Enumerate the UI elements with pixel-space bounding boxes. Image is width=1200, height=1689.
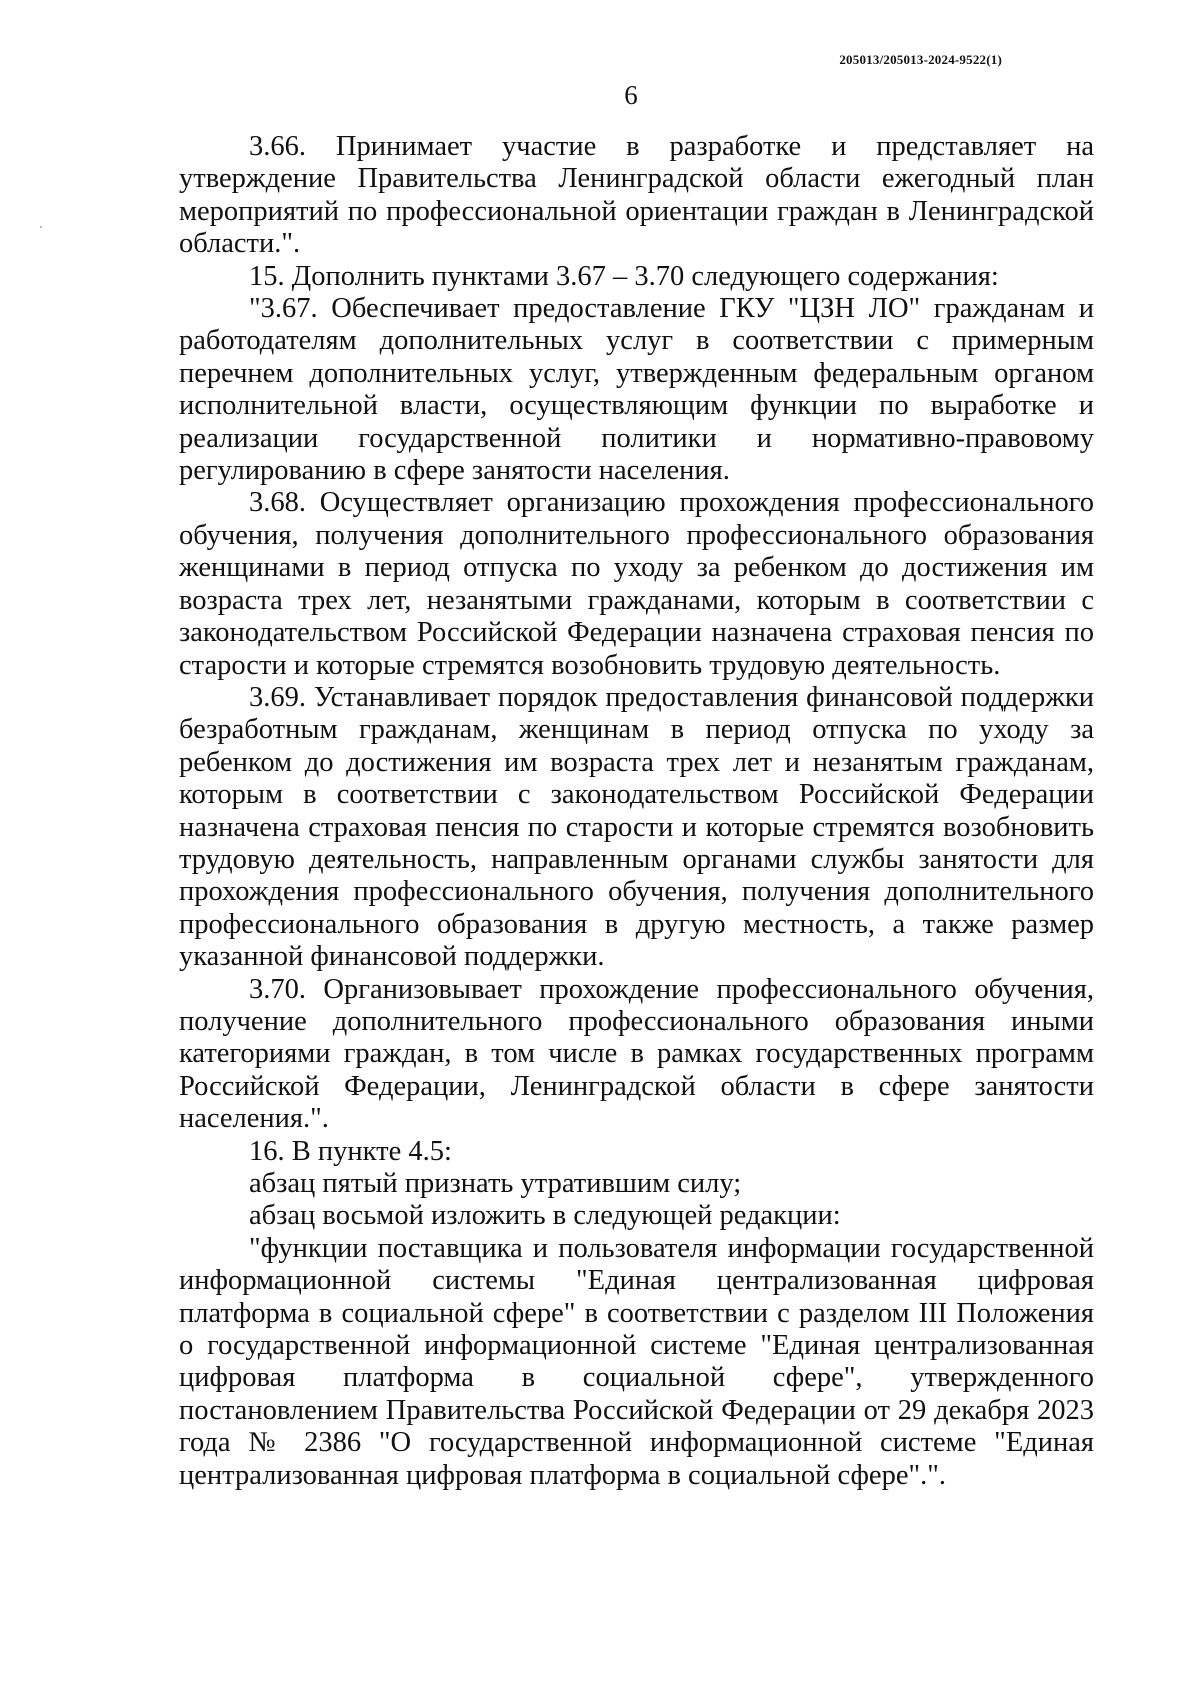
paragraph-item-15: 15. Дополнить пунктами 3.67 – 3.70 следующего содержания: [249, 260, 999, 292]
paragraph-abzac-5: абзац пятый признать утратившим силу; [249, 1168, 742, 1199]
document-id: 205013/205013-2024-9522(1) [839, 52, 1002, 67]
document-body [179, 131, 1094, 1492]
paragraph-3-66: 3.66. Принимает участие в разработке и представляет на утверждение Правительства Ленинградской области ежегодный план мероприятий по профессиональной ориентации граждан в Ленинградской области.". [179, 131, 1094, 260]
paragraph-item-16: 16. В пункте 4.5: [249, 1135, 452, 1167]
page-number: 6 [624, 80, 638, 110]
scan-margin-mark [40, 226, 42, 228]
paragraph-3-70: 3.70. Организовывает прохождение профессионального обучения, получение дополнительного профессионального образования иными категориями граждан, в том числе в рамках государственных программ Российской Федерации, Ленинградской области в сфере занятости населения.". [179, 973, 1094, 1135]
paragraph-3-69: 3.69. Устанавливает порядок предоставления финансовой поддержки безработным гражданам, женщинам в период отпуска по уходу за ребенком до достижения им возраста трех лет и незанятым гражданам, которым в соответствии с законодательством Российской Федерации назначена страховая пенсия по старости и которые стремятся возобновить трудовую деятельность, направленным органами службы занятости для прохождения профессионального обучения, получения дополнительного профессионального образования в другую местность, а также размер указанной финансовой поддержки. [179, 681, 1094, 973]
paragraph-abzac-8: абзац восьмой изложить в следующей редакции: [249, 1200, 841, 1232]
paragraph-3-67: "3.67. Обеспечивает предоставление ГКУ "ЦЗН ЛО" гражданам и работодателям дополнительных услуг в соответствии с примерным перечнем дополнительных услуг, утвержденным федеральным органом исполнительной власти, осуществляющим функции по выработке и реализации государственной политики и нормативно-правовому регулированию в сфере занятости населения. [179, 293, 1094, 487]
paragraph-new-wording: "функции поставщика и пользователя информации государственной информационной системы "Единая централизованная цифровая платформа в социальной сфере" в соответствии с разделом III Положения о государственной информационной системе "Единая централизованная цифровая платформа в социальной сфере", утвержденного постановлением Правительства Российской Федерации от 29 декабря 2023 года № 2386 "О государственной информационной системе "Единая централизованная цифровая платформа в социальной сфере".". [179, 1232, 1094, 1491]
paragraph-3-68: 3.68. Осуществляет организацию прохождения профессионального обучения, получения дополнительного профессионального образования женщинами в период отпуска по уходу за ребенком до достижения им возраста трех лет, незанятыми гражданами, которым в соответствии с законодательством Российской Федерации назначена страховая пенсия по старости и которые стремятся возобновить трудовую деятельность. [179, 487, 1094, 681]
